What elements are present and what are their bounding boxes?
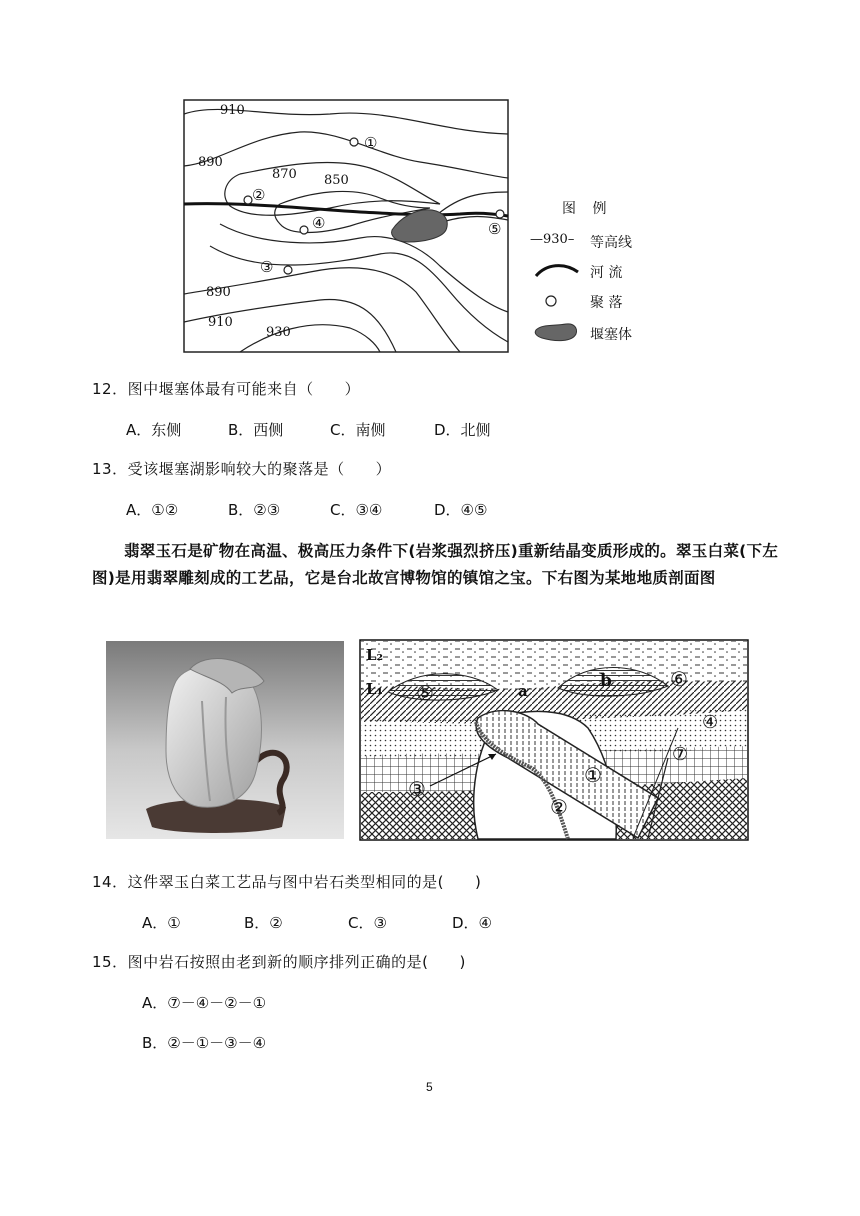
option[interactable]: B．西侧 <box>228 421 284 439</box>
settlement-legend-icon <box>544 294 558 308</box>
settlement-circle-2 <box>244 196 252 204</box>
option[interactable]: D．北侧 <box>434 421 491 439</box>
settlement-label: ④ <box>312 214 326 232</box>
contour-label: 850 <box>324 173 349 188</box>
legend-contour-label: 等高线 <box>590 235 632 251</box>
profile-label-a: a <box>518 682 528 700</box>
profile-label-3: ③ <box>408 777 426 801</box>
option[interactable]: C．南侧 <box>330 421 386 439</box>
question-12-options <box>126 419 491 440</box>
legend-river-label: 河 流 <box>590 265 623 281</box>
contour-map <box>180 96 520 356</box>
settlement-label: ③ <box>260 258 274 276</box>
option[interactable]: B．② <box>244 914 283 932</box>
settlement-label: ⑤ <box>488 220 502 238</box>
contour-label: 910 <box>208 315 233 330</box>
legend-title: 图 例 <box>562 201 613 217</box>
contour-label: 890 <box>198 155 223 170</box>
settlement-circle-1 <box>350 138 358 146</box>
settlement-label: ② <box>252 186 266 204</box>
option[interactable]: A．①② <box>126 501 179 519</box>
jade-cabbage-photo <box>106 641 344 839</box>
profile-label-6: ⑥ <box>670 667 688 691</box>
legend-dam-label: 堰塞体 <box>590 327 632 343</box>
legend-contour-sample: —930– <box>530 232 575 247</box>
profile-label-b: b <box>600 671 612 691</box>
legend-settlement-label: 聚 落 <box>590 295 623 311</box>
settlement-circle-4 <box>300 226 308 234</box>
contour-label: 910 <box>220 103 245 118</box>
contour-label: 890 <box>206 285 231 300</box>
map-legend <box>530 196 660 356</box>
question-15-stem: 15．图中岩石按照由老到新的顺序排列正确的是( ) <box>92 953 466 971</box>
profile-label-2: ② <box>550 795 568 819</box>
profile-label-4: ④ <box>702 712 719 733</box>
settlement-circle-3 <box>284 266 292 274</box>
profile-label-7: ⑦ <box>672 744 689 765</box>
page-number: 5 <box>426 1080 433 1094</box>
geologic-profile <box>358 638 750 842</box>
question-15-option-b[interactable]: B．②－①－③－④ <box>142 1034 267 1052</box>
option[interactable]: B．②③ <box>228 501 281 519</box>
option[interactable]: C．③ <box>348 914 387 932</box>
dam-legend-icon <box>532 320 580 344</box>
question-13-options <box>126 499 487 520</box>
profile-label-L2: L₂ <box>366 646 384 664</box>
option[interactable]: A．① <box>142 914 181 932</box>
profile-label-1: ① <box>584 763 602 787</box>
question-12-stem: 12．图中堰塞体最有可能来自（ ） <box>92 380 361 398</box>
profile-label-5: ⑤ <box>416 681 434 705</box>
question-15-option-a[interactable]: A．⑦－④－②－① <box>142 994 267 1012</box>
question-14-options <box>142 912 492 933</box>
option[interactable]: C．③④ <box>330 501 383 519</box>
contour-label: 930 <box>266 325 291 340</box>
option[interactable]: D．④⑤ <box>434 501 488 519</box>
profile-label-L1: L₁ <box>366 680 384 698</box>
contour-label: 870 <box>272 167 297 182</box>
passage-text: 翡翠玉石是矿物在高温、极高压力条件下(岩浆强烈挤压)重新结晶变质形成的。翠玉白菜(下左图)是用翡翠雕刻成的工艺品，它是台北故宫博物馆的镇馆之宝。下右图为某地地质剖面图 <box>92 542 779 587</box>
option[interactable]: A．东侧 <box>126 421 182 439</box>
option[interactable]: D．④ <box>452 914 492 932</box>
question-14-stem: 14．这件翠玉白菜工艺品与图中岩石类型相同的是( ) <box>92 873 482 891</box>
settlement-circle-5 <box>496 210 504 218</box>
settlement-label: ① <box>364 134 378 152</box>
river-legend-icon <box>534 260 580 280</box>
question-13-stem: 13．受该堰塞湖影响较大的聚落是（ ） <box>92 460 392 478</box>
